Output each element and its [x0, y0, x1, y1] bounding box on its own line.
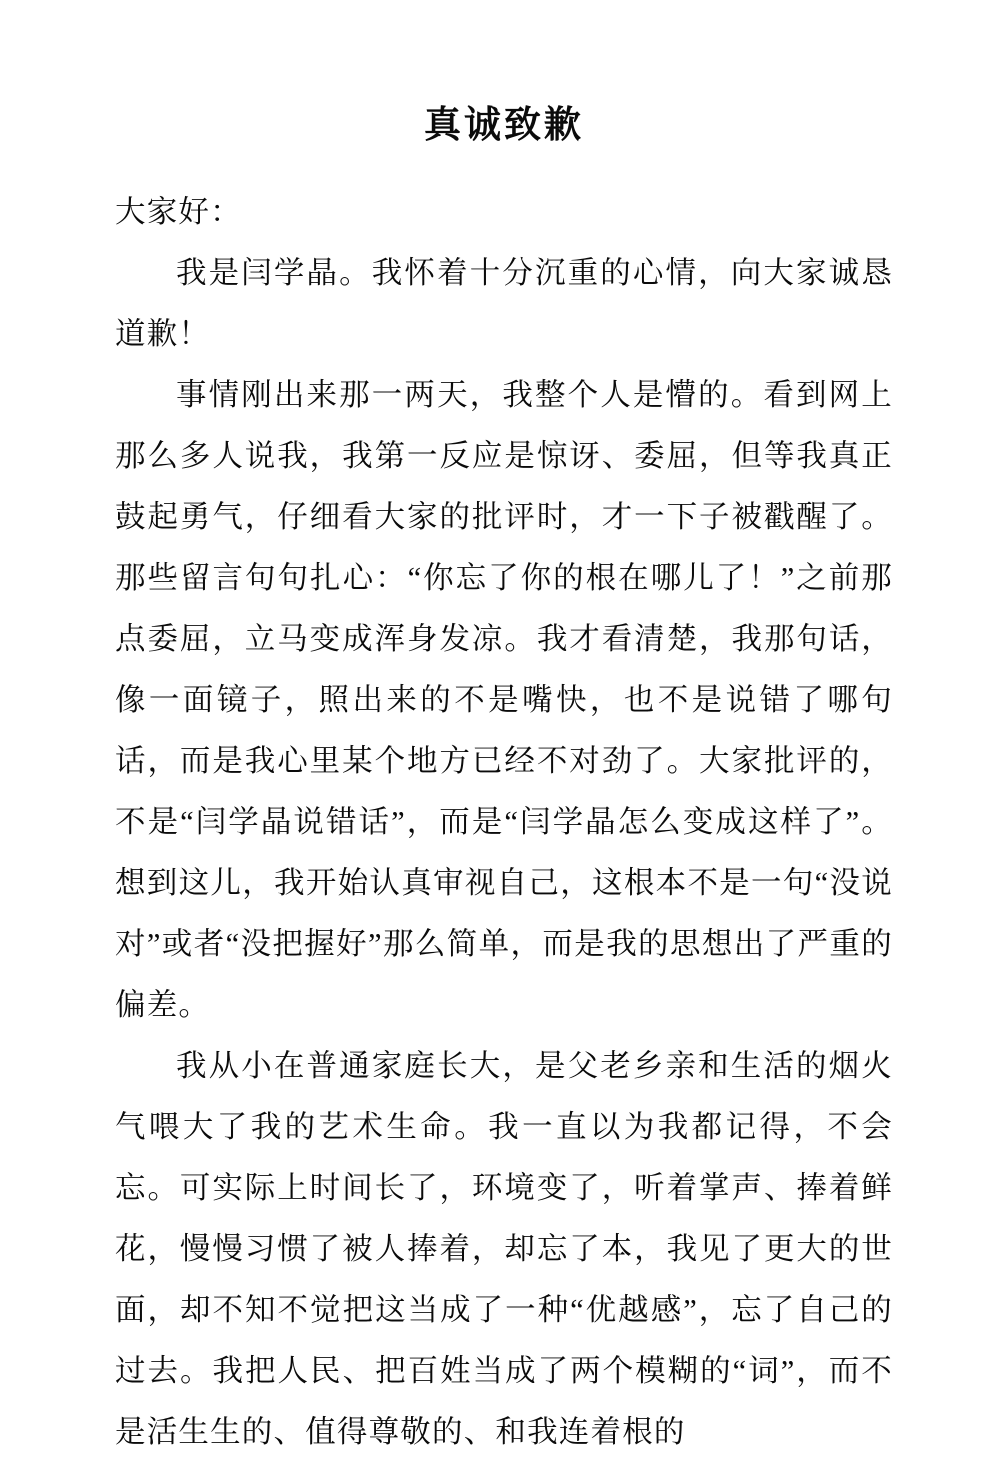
page-title: 真诚致歉 [424, 105, 584, 146]
paragraph-salutation: 大家好： [115, 195, 242, 230]
paragraph-3: 我从小在普通家庭长大，是父老乡亲和生活的烟火气喂大了我的艺术生命。我一直以为我都记得，不会忘。可实际上时间长了，环境变了，听着掌声、捧着鲜花，慢慢习惯了被人捧着，却忘了本，我见了更大的世面，却不知不觉把这当成了一种“优越感”，忘了自己的过去。我把人民、把百姓当成了两个模糊的“词”，而不是活生生的、值得尊敬的、和我连着根的 [115, 1049, 893, 1450]
paragraph-1: 我是闫学晶。我怀着十分沉重的心情，向大家诚恳道歉！ [115, 256, 893, 352]
paragraph-2: 事情刚出来那一两天，我整个人是懵的。看到网上那么多人说我，我第一反应是惊讶、委屈，但等我真正鼓起勇气，仔细看大家的批评时，才一下子被戳醒了。那些留言句句扎心：“你忘了你的根在哪儿了！”之前那点委屈，立马变成浑身发凉。我才看清楚，我那句话，像一面镜子，照出来的不是嘴快，也不是说错了哪句话，而是我心里某个地方已经不对劲了。大家批评的，不是“闫学晶说错话”，而是“闫学晶怎么变成这样了”。想到这儿，我开始认真审视自己，这根本不是一句“没说对”或者“没把握好”那么简单，而是我的思想出了严重的偏差。 [115, 378, 893, 1023]
document-body [115, 182, 893, 1463]
